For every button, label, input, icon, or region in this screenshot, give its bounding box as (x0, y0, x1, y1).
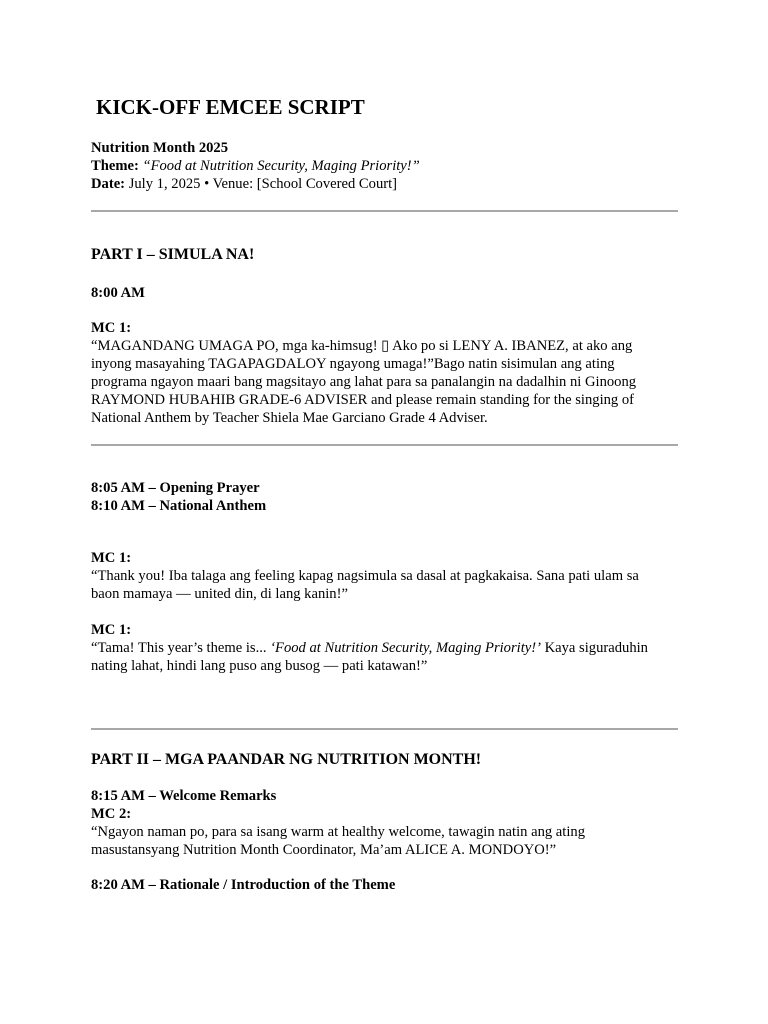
program-item-welcome-remarks: 8:15 AM – Welcome Remarks (91, 788, 277, 804)
date-label: Date: (91, 176, 126, 192)
script-line: baon mamaya — united din, di lang kanin!” (91, 586, 348, 602)
script-text: “Tama! This year’s theme is... (91, 640, 271, 656)
date-value: July 1, 2025 • Venue: [School Covered Court] (128, 176, 398, 192)
mc-block-theme (91, 621, 681, 675)
program-items (91, 479, 681, 515)
theme-label: Theme: (91, 158, 139, 174)
event-name: Nutrition Month 2025 (91, 140, 229, 156)
script-line: inyong masayahing TAGAPAGDALOY ngayong umaga!”Bago natin sisimulan ang ating (91, 356, 615, 372)
theme-quote: ‘Food at Nutrition Security, Maging Priority!’ (270, 640, 541, 656)
divider (91, 444, 678, 446)
program-item-opening-prayer: 8:05 AM – Opening Prayer (91, 480, 260, 496)
mc-block-thank-you (91, 549, 681, 603)
theme-value: “Food at Nutrition Security, Maging Priority!” (142, 158, 420, 174)
script-line: “MAGANDANG UMAGA PO, mga ka-himsug! ▯ Ako po si LENY A. IBANEZ, at ako ang (91, 338, 633, 354)
part1-time: 8:00 AM (91, 285, 145, 301)
script-line (91, 639, 681, 657)
program-item-national-anthem: 8:10 AM – National Anthem (91, 498, 267, 514)
script-line: National Anthem by Teacher Shiela Mae Garciano Grade 4 Adviser. (91, 410, 488, 426)
divider (91, 728, 678, 730)
divider (91, 210, 678, 212)
program-item-rationale: 8:20 AM – Rationale / Introduction of the Theme (91, 877, 396, 893)
mc-label: MC 1: (91, 320, 132, 336)
script-text: Kaya siguraduhin (540, 640, 648, 656)
mc-label: MC 2: (91, 806, 132, 822)
part1-mc-block (91, 319, 681, 427)
script-line: masustansyang Nutrition Month Coordinator, Ma’am ALICE A. MONDOYO!” (91, 842, 557, 858)
script-line: “Thank you! Iba talaga ang feeling kapag nagsimula sa dasal at pagkakaisa. Sana pati ulam sa (91, 568, 639, 584)
script-line: “Ngayon naman po, para sa isang warm at healthy welcome, tawagin natin ang ating (91, 824, 585, 840)
mc-label: MC 1: (91, 550, 132, 566)
part1-heading: PART I – SIMULA NA! (91, 246, 255, 263)
script-line: nating lahat, hindi lang puso ang busog — pati katawan!” (91, 658, 428, 674)
event-header (91, 139, 681, 193)
mc-label: MC 1: (91, 622, 132, 638)
script-line: RAYMOND HUBAHIB GRADE-6 ADVISER and please remain standing for the singing of (91, 392, 635, 408)
date-line (91, 175, 681, 193)
theme-line (91, 157, 681, 175)
part2-heading: PART II – MGA PAANDAR NG NUTRITION MONTH! (91, 751, 482, 768)
document-title: KICK-OFF EMCEE SCRIPT (96, 95, 365, 119)
script-line: programa ngayon maari bang magsitayo ang lahat para sa panalangin na dadalhin ni Ginoong (91, 374, 637, 390)
part2-welcome-block (91, 787, 681, 859)
